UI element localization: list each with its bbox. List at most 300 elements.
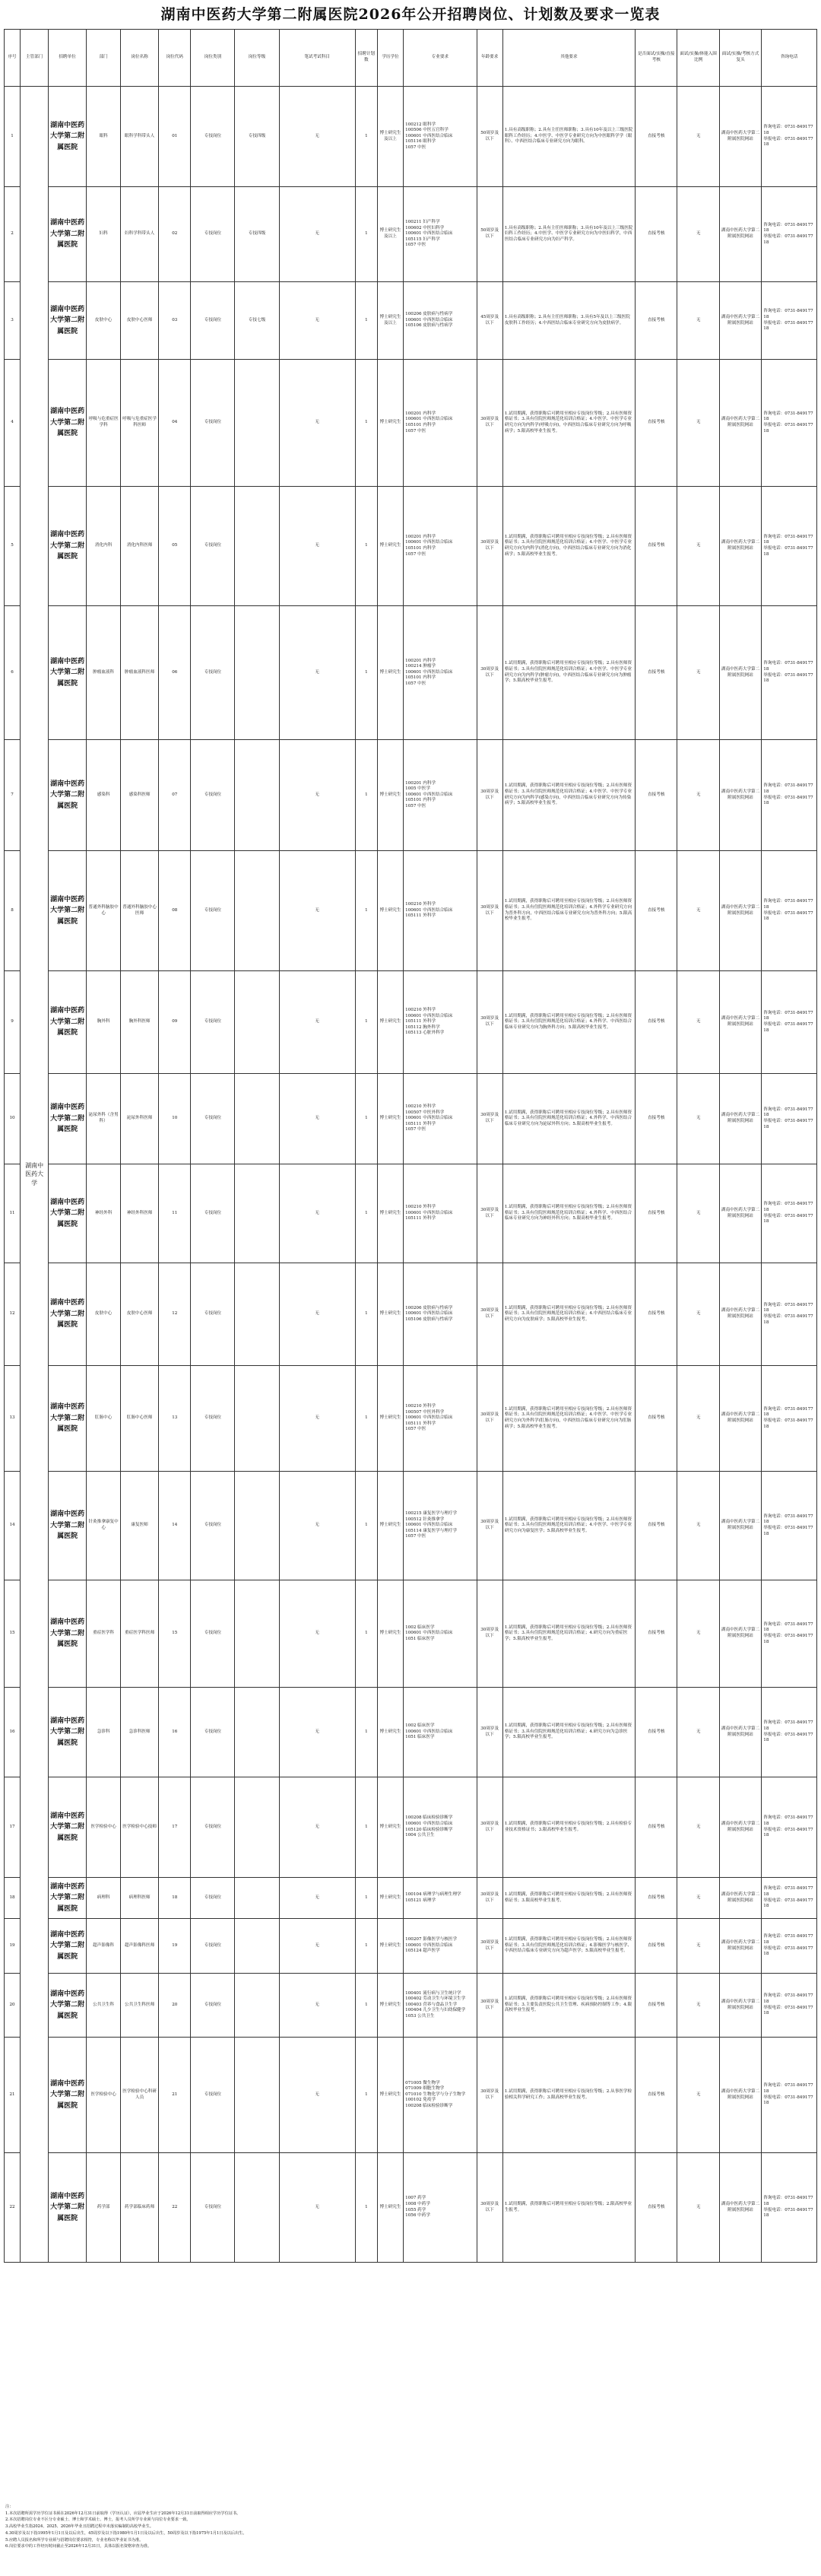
- department: 肿瘤血液科: [87, 606, 121, 740]
- department: 感染科: [87, 740, 121, 851]
- contact-phone: 咨询电话：0731-84917718 举报电话：0731-84917718: [762, 1580, 817, 1688]
- footnote-line: 3.高校毕业生指2024、2025、2026年毕业且招聘过程中未落实编制的高校毕业生。: [5, 2524, 154, 2530]
- assessment-type: 直接考核: [636, 1688, 677, 1777]
- assessment-type: 直接考核: [636, 2153, 677, 2263]
- table-row: [5, 1472, 817, 1580]
- recruiting-unit: 湖南中医药大学第二附属医院: [49, 1919, 87, 1974]
- position-level: [235, 1580, 279, 1688]
- table-row: [5, 2153, 817, 2263]
- position-name: 急诊科医师: [121, 1688, 159, 1777]
- recruiting-unit: 湖南中医药大学第二附属医院: [49, 1472, 87, 1580]
- table-row: [5, 1777, 817, 1878]
- recruiting-unit: 湖南中医药大学第二附属医院: [49, 1580, 87, 1688]
- contact-phone: 咨询电话：0731-84917718 举报电话：0731-84917718: [762, 1777, 817, 1878]
- announcement-channel: 湖南中医药大学第二附属医院网站: [719, 1777, 761, 1878]
- col-header-category: 岗位类别: [191, 30, 235, 87]
- position-code: 07: [159, 740, 191, 851]
- age-requirement: 50周岁及以下: [477, 187, 502, 282]
- position-name: 神经外科医师: [121, 1164, 159, 1263]
- announcement-channel: 湖南中医药大学第二附属医院网站: [719, 282, 761, 360]
- age-requirement: 30周岁及以下: [477, 1074, 502, 1164]
- written-exam: 无: [279, 1688, 355, 1777]
- major-requirement: 100104 病理学与病理生理学 105121 病理学: [404, 1878, 477, 1919]
- contact-phone: 咨询电话：0731-84917718 举报电话：0731-84917718: [762, 2038, 817, 2153]
- major-requirement: 1002 临床医学 100601 中西医结合临床 1051 临床医学: [404, 1580, 477, 1688]
- footnote-line: 2.本次招聘岗位专业不区分专业硕士、博士和学术硕士、博士，报考人员所学专业须与岗位专业要求一致。: [5, 2517, 191, 2523]
- announcement-channel: 湖南中医药大学第二附属医院网站: [719, 1164, 761, 1263]
- table-row: [5, 487, 817, 606]
- other-requirements: 1.试用期满，获得职称后可聘用至相应专技岗位等级；2.具有医师资格证书；3.主要负责医院公共卫生管理、疾病预防控制等工作；4.限高校毕业生报考。: [502, 1974, 635, 2038]
- assessment-type: 直接考核: [636, 360, 677, 487]
- col-header-supervisor: 主管部门: [21, 30, 49, 87]
- announcement-channel: 湖南中医药大学第二附属医院网站: [719, 1263, 761, 1366]
- plan-count: 1: [355, 606, 377, 740]
- position-category: 专技岗位: [191, 606, 235, 740]
- plan-count: 1: [355, 282, 377, 360]
- written-exam: 无: [279, 487, 355, 606]
- footnote-line: 注：: [5, 2505, 14, 2509]
- shortlist-ratio: 无: [677, 1878, 719, 1919]
- announcement-channel: 湖南中医药大学第二附属医院网站: [719, 1580, 761, 1688]
- contact-phone: 咨询电话：0731-84917718 举报电话：0731-84917718: [762, 487, 817, 606]
- degree-requirement: 博士研究生及以上: [377, 187, 403, 282]
- written-exam: 无: [279, 2038, 355, 2153]
- position-category: 专技岗位: [191, 851, 235, 971]
- age-requirement: 30周岁及以下: [477, 1878, 502, 1919]
- major-requirement: 100201 内科学 100601 中西医结合临床 105101 内科学 1057 中医: [404, 360, 477, 487]
- announcement-channel: 湖南中医药大学第二附属医院网站: [719, 740, 761, 851]
- degree-requirement: 博士研究生: [377, 1688, 403, 1777]
- written-exam: 无: [279, 360, 355, 487]
- recruiting-unit: 湖南中医药大学第二附属医院: [49, 1074, 87, 1164]
- other-requirements: 1.试用期满，获得职称后可聘用至相应专技岗位等级；2.具有医师资格证书；3.具有住院医师规范化培训合格证；4.中医学、中医学专业研究方向为内科学(消化方向)，中西医结合临床专业研究方向为消化病学；5.限高校毕业生报考。: [502, 487, 635, 606]
- major-requirement: 1007 药学 1008 中药学 1055 药学 1056 中药学: [404, 2153, 477, 2263]
- row-index: 4: [5, 360, 21, 487]
- position-name: 超声影像科医师: [121, 1919, 159, 1974]
- position-level: [235, 740, 279, 851]
- plan-count: 1: [355, 2153, 377, 2263]
- position-category: 专技岗位: [191, 187, 235, 282]
- age-requirement: 45周岁及以下: [477, 282, 502, 360]
- written-exam: 无: [279, 1472, 355, 1580]
- position-level: 专技四级: [235, 187, 279, 282]
- written-exam: 无: [279, 282, 355, 360]
- other-requirements: 1.具有高级职称；2.具有主任医师职称；3.具有10年及以上三级医院眼科工作经历；4.中医学、中医学专业研究方向为中医眼科学学（眼科）、中西医结合临床专业研究方向为眼科。: [502, 87, 635, 187]
- footnote-line: 4.30周岁及以下指1995年1月1日及以后出生，45周岁及以下指1980年1月1日及以后出生，50周岁及以下指1975年1月1日及以后出生。: [5, 2530, 247, 2536]
- plan-count: 1: [355, 971, 377, 1074]
- age-requirement: 30周岁及以下: [477, 1974, 502, 2038]
- assessment-type: 直接考核: [636, 1777, 677, 1878]
- contact-phone: 咨询电话：0731-84917718 举报电话：0731-84917718: [762, 2153, 817, 2263]
- position-level: [235, 1263, 279, 1366]
- other-requirements: 1.试用期满，获得职称后可聘用至相应专技岗位等级；2.具有医师资格证书；3.具有住院医师规范化培训合格证；4.中医学、中医学专业研究方向为外科学(肛肠方向)，中西医结合临床专业研究方向为肛肠病学；5.限高校毕业生报考。: [502, 1366, 635, 1472]
- position-category: 专技岗位: [191, 2038, 235, 2153]
- contact-phone: 咨询电话：0731-84917718 举报电话：0731-84917718: [762, 1688, 817, 1777]
- announcement-channel: 湖南中医药大学第二附属医院网站: [719, 606, 761, 740]
- contact-phone: 咨询电话：0731-84917718 举报电话：0731-84917718: [762, 1472, 817, 1580]
- major-requirement: 1002 临床医学 100601 中西医结合临床 1051 临床医学: [404, 1688, 477, 1777]
- recruiting-unit: 湖南中医药大学第二附属医院: [49, 606, 87, 740]
- department: 重症医学科: [87, 1580, 121, 1688]
- recruiting-unit: 湖南中医药大学第二附属医院: [49, 1688, 87, 1777]
- shortlist-ratio: 无: [677, 2038, 719, 2153]
- table-row: [5, 282, 817, 360]
- contact-phone: 咨询电话：0731-84917718 举报电话：0731-84917718: [762, 1366, 817, 1472]
- announcement-channel: 湖南中医药大学第二附属医院网站: [719, 2153, 761, 2263]
- col-header-assessment: 是否面试/实操/直接考核: [636, 30, 677, 87]
- written-exam: 无: [279, 1777, 355, 1878]
- position-name: 呼吸与危重症医学科医师: [121, 360, 159, 487]
- position-category: 专技岗位: [191, 1688, 235, 1777]
- position-category: 专技岗位: [191, 1777, 235, 1878]
- other-requirements: 1.具有高级职称；2.具有主任医师职称；3.具有10年及以上三级医院妇科工作经历；4.中医学、中医学专业研究方向为中医妇科学，中西医结合临床专业研究方向为妇产科学。: [502, 187, 635, 282]
- table-row: [5, 187, 817, 282]
- position-level: [235, 971, 279, 1074]
- table-row: [5, 1164, 817, 1263]
- row-index: 9: [5, 971, 21, 1074]
- position-category: 专技岗位: [191, 1472, 235, 1580]
- assessment-type: 直接考核: [636, 487, 677, 606]
- assessment-type: 直接考核: [636, 740, 677, 851]
- age-requirement: 30周岁及以下: [477, 2038, 502, 2153]
- department: 呼吸与危重症医学科: [87, 360, 121, 487]
- col-header-count: 招聘计划数: [355, 30, 377, 87]
- shortlist-ratio: 无: [677, 1366, 719, 1472]
- plan-count: 1: [355, 187, 377, 282]
- col-header-degree: 学历学位: [377, 30, 403, 87]
- shortlist-ratio: 无: [677, 360, 719, 487]
- table-row: [5, 1688, 817, 1777]
- major-requirement: 100201 内科学 100214 肿瘤学 100601 中西医结合临床 105101 内科学 1057 中医: [404, 606, 477, 740]
- col-header-ratio: 面试/实操/体能入围比例: [677, 30, 719, 87]
- degree-requirement: 博士研究生: [377, 1472, 403, 1580]
- assessment-type: 直接考核: [636, 606, 677, 740]
- position-level: [235, 2038, 279, 2153]
- major-requirement: 100210 外科学 100601 中西医结合临床 105111 外科学: [404, 1164, 477, 1263]
- written-exam: 无: [279, 1164, 355, 1263]
- recruiting-unit: 湖南中医药大学第二附属医院: [49, 187, 87, 282]
- position-level: [235, 1074, 279, 1164]
- position-name: 康复医师: [121, 1472, 159, 1580]
- position-level: [235, 487, 279, 606]
- shortlist-ratio: 无: [677, 87, 719, 187]
- recruiting-unit: 湖南中医药大学第二附属医院: [49, 282, 87, 360]
- table-row: [5, 360, 817, 487]
- written-exam: 无: [279, 851, 355, 971]
- recruiting-unit: 湖南中医药大学第二附属医院: [49, 851, 87, 971]
- degree-requirement: 博士研究生: [377, 1164, 403, 1263]
- shortlist-ratio: 无: [677, 606, 719, 740]
- written-exam: 无: [279, 1974, 355, 2038]
- contact-phone: 咨询电话：0731-84917718 举报电话：0731-84917718: [762, 1074, 817, 1164]
- written-exam: 无: [279, 1366, 355, 1472]
- contact-phone: 咨询电话：0731-84917718 举报电话：0731-84917718: [762, 1878, 817, 1919]
- shortlist-ratio: 无: [677, 1580, 719, 1688]
- department: 药学部: [87, 2153, 121, 2263]
- table-row: [5, 87, 817, 187]
- recruiting-unit: 湖南中医药大学第二附属医院: [49, 1164, 87, 1263]
- degree-requirement: 博士研究生及以上: [377, 282, 403, 360]
- assessment-type: 直接考核: [636, 971, 677, 1074]
- position-code: 12: [159, 1263, 191, 1366]
- position-level: [235, 1164, 279, 1263]
- written-exam: 无: [279, 1263, 355, 1366]
- degree-requirement: 博士研究生: [377, 1777, 403, 1878]
- position-name: 眼科学科带头人: [121, 87, 159, 187]
- table-row: [5, 1263, 817, 1366]
- row-index: 8: [5, 851, 21, 971]
- table-row: [5, 1919, 817, 1974]
- position-code: 15: [159, 1580, 191, 1688]
- other-requirements: 1.具有高级职称；2.具有主任医师职称；3.具有5年及以上三级医院皮肤科工作经历；4.中西医结合临床专业研究方向为皮肤病学。: [502, 282, 635, 360]
- degree-requirement: 博士研究生: [377, 606, 403, 740]
- age-requirement: 30周岁及以下: [477, 740, 502, 851]
- table-row: [5, 606, 817, 740]
- degree-requirement: 博士研究生及以上: [377, 87, 403, 187]
- position-code: 19: [159, 1919, 191, 1974]
- age-requirement: 30周岁及以下: [477, 1366, 502, 1472]
- position-name: 皮肤中心医师: [121, 282, 159, 360]
- position-name: 皮肤中心医师: [121, 1263, 159, 1366]
- written-exam: 无: [279, 1580, 355, 1688]
- degree-requirement: 博士研究生: [377, 1263, 403, 1366]
- assessment-type: 直接考核: [636, 187, 677, 282]
- shortlist-ratio: 无: [677, 1472, 719, 1580]
- contact-phone: 咨询电话：0731-84917718 举报电话：0731-84917718: [762, 1164, 817, 1263]
- assessment-type: 直接考核: [636, 1366, 677, 1472]
- row-index: 14: [5, 1472, 21, 1580]
- position-code: 16: [159, 1688, 191, 1777]
- position-code: 13: [159, 1366, 191, 1472]
- age-requirement: 30周岁及以下: [477, 487, 502, 606]
- position-category: 专技岗位: [191, 87, 235, 187]
- position-code: 10: [159, 1074, 191, 1164]
- department: 妇科: [87, 187, 121, 282]
- table-row: [5, 740, 817, 851]
- age-requirement: 30周岁及以下: [477, 360, 502, 487]
- department: 急诊科: [87, 1688, 121, 1777]
- position-code: 02: [159, 187, 191, 282]
- position-category: 专技岗位: [191, 971, 235, 1074]
- degree-requirement: 博士研究生: [377, 360, 403, 487]
- row-index: 5: [5, 487, 21, 606]
- position-name: 医学检验中心技师: [121, 1777, 159, 1878]
- department: 泌尿外科（含男科）: [87, 1074, 121, 1164]
- plan-count: 1: [355, 851, 377, 971]
- age-requirement: 30周岁及以下: [477, 2153, 502, 2263]
- contact-phone: 咨询电话：0731-84917718 举报电话：0731-84917718: [762, 971, 817, 1074]
- department: 神经外科: [87, 1164, 121, 1263]
- table-body: [5, 87, 817, 2263]
- degree-requirement: 博士研究生: [377, 1974, 403, 2038]
- row-index: 22: [5, 2153, 21, 2263]
- other-requirements: 1.试用期满，获得职称后可聘用至相应专技岗位等级；2.具有医师资格证书；3.具有住院医师规范化培训合格证；4.研究方向为重症医学；5.限高校毕业生报考。: [502, 1580, 635, 1688]
- header-row: [5, 30, 817, 87]
- plan-count: 1: [355, 487, 377, 606]
- written-exam: 无: [279, 606, 355, 740]
- position-category: 专技岗位: [191, 1074, 235, 1164]
- announcement-channel: 湖南中医药大学第二附属医院网站: [719, 1878, 761, 1919]
- plan-count: 1: [355, 740, 377, 851]
- assessment-type: 直接考核: [636, 1164, 677, 1263]
- position-category: 专技岗位: [191, 740, 235, 851]
- position-name: 病理科医师: [121, 1878, 159, 1919]
- recruiting-unit: 湖南中医药大学第二附属医院: [49, 971, 87, 1074]
- recruiting-unit: 湖南中医药大学第二附属医院: [49, 740, 87, 851]
- row-index: 11: [5, 1164, 21, 1263]
- recruitment-table: [4, 29, 817, 2263]
- position-category: 专技岗位: [191, 1974, 235, 2038]
- written-exam: 无: [279, 87, 355, 187]
- row-index: 3: [5, 282, 21, 360]
- position-level: [235, 1919, 279, 1974]
- shortlist-ratio: 无: [677, 187, 719, 282]
- department: 医学检验中心: [87, 2038, 121, 2153]
- other-requirements: 1.试用期满，获得职称后可聘用至相应专技岗位等级；2.具有医师资格证书；3.具有住院医师规范化培训合格证；4.中医学、中医学专业研究方向为内科学(感染方向)，中西医结合临床专业研究方向为传染病学；5.限高校毕业生报考。: [502, 740, 635, 851]
- position-level: [235, 1688, 279, 1777]
- announcement-channel: 湖南中医药大学第二附属医院网站: [719, 1074, 761, 1164]
- position-level: [235, 1472, 279, 1580]
- col-header-other: 其他要求: [502, 30, 635, 87]
- written-exam: 无: [279, 1074, 355, 1164]
- age-requirement: 30周岁及以下: [477, 606, 502, 740]
- position-code: 18: [159, 1878, 191, 1919]
- assessment-type: 直接考核: [636, 1919, 677, 1974]
- announcement-channel: 湖南中医药大学第二附属医院网站: [719, 1974, 761, 2038]
- other-requirements: 1.试用期满，获得职称后可聘用至相应专技岗位等级；2.限高校毕业生报考。: [502, 2153, 635, 2263]
- major-requirement: 100206 皮肤病与性病学 100601 中西医结合临床 105106 皮肤病与性病学: [404, 282, 477, 360]
- plan-count: 1: [355, 1974, 377, 2038]
- major-requirement: 100208 临床检验诊断学 100601 中西医结合临床 105120 临床检验诊断学 1004 公共卫生: [404, 1777, 477, 1878]
- contact-phone: 咨询电话：0731-84917718 举报电话：0731-84917718: [762, 1919, 817, 1974]
- position-code: 22: [159, 2153, 191, 2263]
- recruiting-unit: 湖南中医药大学第二附属医院: [49, 1878, 87, 1919]
- announcement-channel: 湖南中医药大学第二附属医院网站: [719, 87, 761, 187]
- written-exam: 无: [279, 1919, 355, 1974]
- age-requirement: 30周岁及以下: [477, 1919, 502, 1974]
- recruiting-unit: 湖南中医药大学第二附属医院: [49, 2038, 87, 2153]
- position-name: 肿瘤血液科医师: [121, 606, 159, 740]
- department: 医学检验中心: [87, 1777, 121, 1878]
- major-requirement: 071005 微生物学 071009 细胞生物学 071010 生物化学与分子生物学 100102 免疫学 100208 临床检验诊断学: [404, 2038, 477, 2153]
- recruiting-unit: 湖南中医药大学第二附属医院: [49, 487, 87, 606]
- row-index: 17: [5, 1777, 21, 1878]
- position-name: 医学检验中心科研人员: [121, 2038, 159, 2153]
- plan-count: 1: [355, 1777, 377, 1878]
- announcement-channel: 湖南中医药大学第二附属医院网站: [719, 971, 761, 1074]
- degree-requirement: 博士研究生: [377, 971, 403, 1074]
- row-index: 1: [5, 87, 21, 187]
- other-requirements: 1.试用期满，获得职称后可聘用至相应专技岗位等级；2.具有医师资格证书；3.具有住院医师规范化培训合格证；4.中医学、中医学专业研究方向为康复医学；5.限高校毕业生报考。: [502, 1472, 635, 1580]
- announcement-channel: 湖南中医药大学第二附属医院网站: [719, 851, 761, 971]
- department: 针灸推拿康复中心: [87, 1472, 121, 1580]
- position-name: 肛肠中心医师: [121, 1366, 159, 1472]
- shortlist-ratio: 无: [677, 851, 719, 971]
- department: 超声影像科: [87, 1919, 121, 1974]
- age-requirement: 30周岁及以下: [477, 1580, 502, 1688]
- position-name: 泌尿外科医师: [121, 1074, 159, 1164]
- plan-count: 1: [355, 1366, 377, 1472]
- major-requirement: 100212 眼科学 100506 中医五官科学 100601 中西医结合临床 105116 眼科学 1057 中医: [404, 87, 477, 187]
- other-requirements: 1.试用期满，获得职称后可聘用至相应专技岗位等级；2.具有医师资格证书；3.具有住院医师规范化培训合格证；4.中西医结合临床专业研究方向为皮肤病学；5.限高校毕业生报考。: [502, 1263, 635, 1366]
- department: 眼科: [87, 87, 121, 187]
- supervisor-cell: 湖南中医药大学: [21, 87, 49, 2263]
- shortlist-ratio: 无: [677, 1777, 719, 1878]
- major-requirement: 100210 外科学 100507 中医外科学 100601 中西医结合临床 105111 外科学 1057 中医: [404, 1074, 477, 1164]
- age-requirement: 30周岁及以下: [477, 1472, 502, 1580]
- other-requirements: 1.试用期满，获得职称后可聘用至相应专技岗位等级；2.具有医师资格证书；3.具有住院医师规范化培训合格证；4.研究方向为急诊医学；5.限高校毕业生报考。: [502, 1688, 635, 1777]
- row-index: 16: [5, 1688, 21, 1777]
- other-requirements: 1.试用期满，获得职称后可聘用至相应专技岗位等级；2.具有检验专业技术资格证书；3.限高校毕业生报考。: [502, 1777, 635, 1878]
- position-category: 专技岗位: [191, 1580, 235, 1688]
- announcement-channel: 湖南中医药大学第二附属医院网站: [719, 2038, 761, 2153]
- position-category: 专技岗位: [191, 1164, 235, 1263]
- shortlist-ratio: 无: [677, 1688, 719, 1777]
- contact-phone: 咨询电话：0731-84917718 举报电话：0731-84917718: [762, 1263, 817, 1366]
- major-requirement: 100207 影像医学与核医学 100601 中西医结合临床 105124 超声医学: [404, 1919, 477, 1974]
- position-code: 06: [159, 606, 191, 740]
- row-index: 21: [5, 2038, 21, 2153]
- col-header-age: 年龄要求: [477, 30, 502, 87]
- position-name: 重症医学科医师: [121, 1580, 159, 1688]
- age-requirement: 30周岁及以下: [477, 1263, 502, 1366]
- row-index: 18: [5, 1878, 21, 1919]
- plan-count: 1: [355, 87, 377, 187]
- recruiting-unit: 湖南中医药大学第二附属医院: [49, 1366, 87, 1472]
- other-requirements: 1.试用期满，获得职称后可聘用至相应专技岗位等级；2.具有医师资格证书；3.具有住院医师规范化培训合格证；4.外科学、中西医结合临床专业研究方向为泌尿外科方向；5.限高校毕业生报考。: [502, 1074, 635, 1164]
- department: 普通外科脑胶中心: [87, 851, 121, 971]
- department: 皮肤中心: [87, 282, 121, 360]
- row-index: 19: [5, 1919, 21, 1974]
- recruiting-unit: 湖南中医药大学第二附属医院: [49, 1263, 87, 1366]
- department: 公共卫生科: [87, 1974, 121, 2038]
- position-level: [235, 1974, 279, 2038]
- shortlist-ratio: 无: [677, 282, 719, 360]
- position-code: 20: [159, 1974, 191, 2038]
- col-header-method: 面试/实操/考核方式复头: [719, 30, 761, 87]
- degree-requirement: 博士研究生: [377, 1878, 403, 1919]
- plan-count: 1: [355, 1878, 377, 1919]
- degree-requirement: 博士研究生: [377, 2153, 403, 2263]
- position-level: 专技四级: [235, 87, 279, 187]
- position-level: 专技七级: [235, 282, 279, 360]
- degree-requirement: 博士研究生: [377, 740, 403, 851]
- assessment-type: 直接考核: [636, 1580, 677, 1688]
- age-requirement: 30周岁及以下: [477, 851, 502, 971]
- table-row: [5, 1580, 817, 1688]
- row-index: 15: [5, 1580, 21, 1688]
- age-requirement: 30周岁及以下: [477, 1164, 502, 1263]
- plan-count: 1: [355, 1164, 377, 1263]
- department: 病理科: [87, 1878, 121, 1919]
- assessment-type: 直接考核: [636, 1974, 677, 2038]
- major-requirement: 100215 康复医学与理疗学 100512 针灸推拿学 100601 中西医结合临床 105114 康复医学与理疗学 1057 中医: [404, 1472, 477, 1580]
- shortlist-ratio: 无: [677, 1919, 719, 1974]
- department: 皮肤中心: [87, 1263, 121, 1366]
- announcement-channel: 湖南中医药大学第二附属医院网站: [719, 487, 761, 606]
- other-requirements: 1.试用期满，获得职称后可聘用至相应专技岗位等级；2.具有医师资格证书；3.具有住院医师规范化培训合格证；4.外科学、中西医结合临床专业研究方向为神经外科方向；5.限高校毕业生报考。: [502, 1164, 635, 1263]
- major-requirement: 100210 外科学 100601 中西医结合临床 105111 外科学 105112 胸外科学 105113 心脏外科学: [404, 971, 477, 1074]
- position-code: 14: [159, 1472, 191, 1580]
- position-name: 公共卫生科医师: [121, 1974, 159, 2038]
- age-requirement: 30周岁及以下: [477, 1777, 502, 1878]
- announcement-channel: 湖南中医药大学第二附属医院网站: [719, 187, 761, 282]
- row-index: 13: [5, 1366, 21, 1472]
- table-row: [5, 1366, 817, 1472]
- position-name: 妇科学科带头人: [121, 187, 159, 282]
- position-code: 11: [159, 1164, 191, 1263]
- department: 肛肠中心: [87, 1366, 121, 1472]
